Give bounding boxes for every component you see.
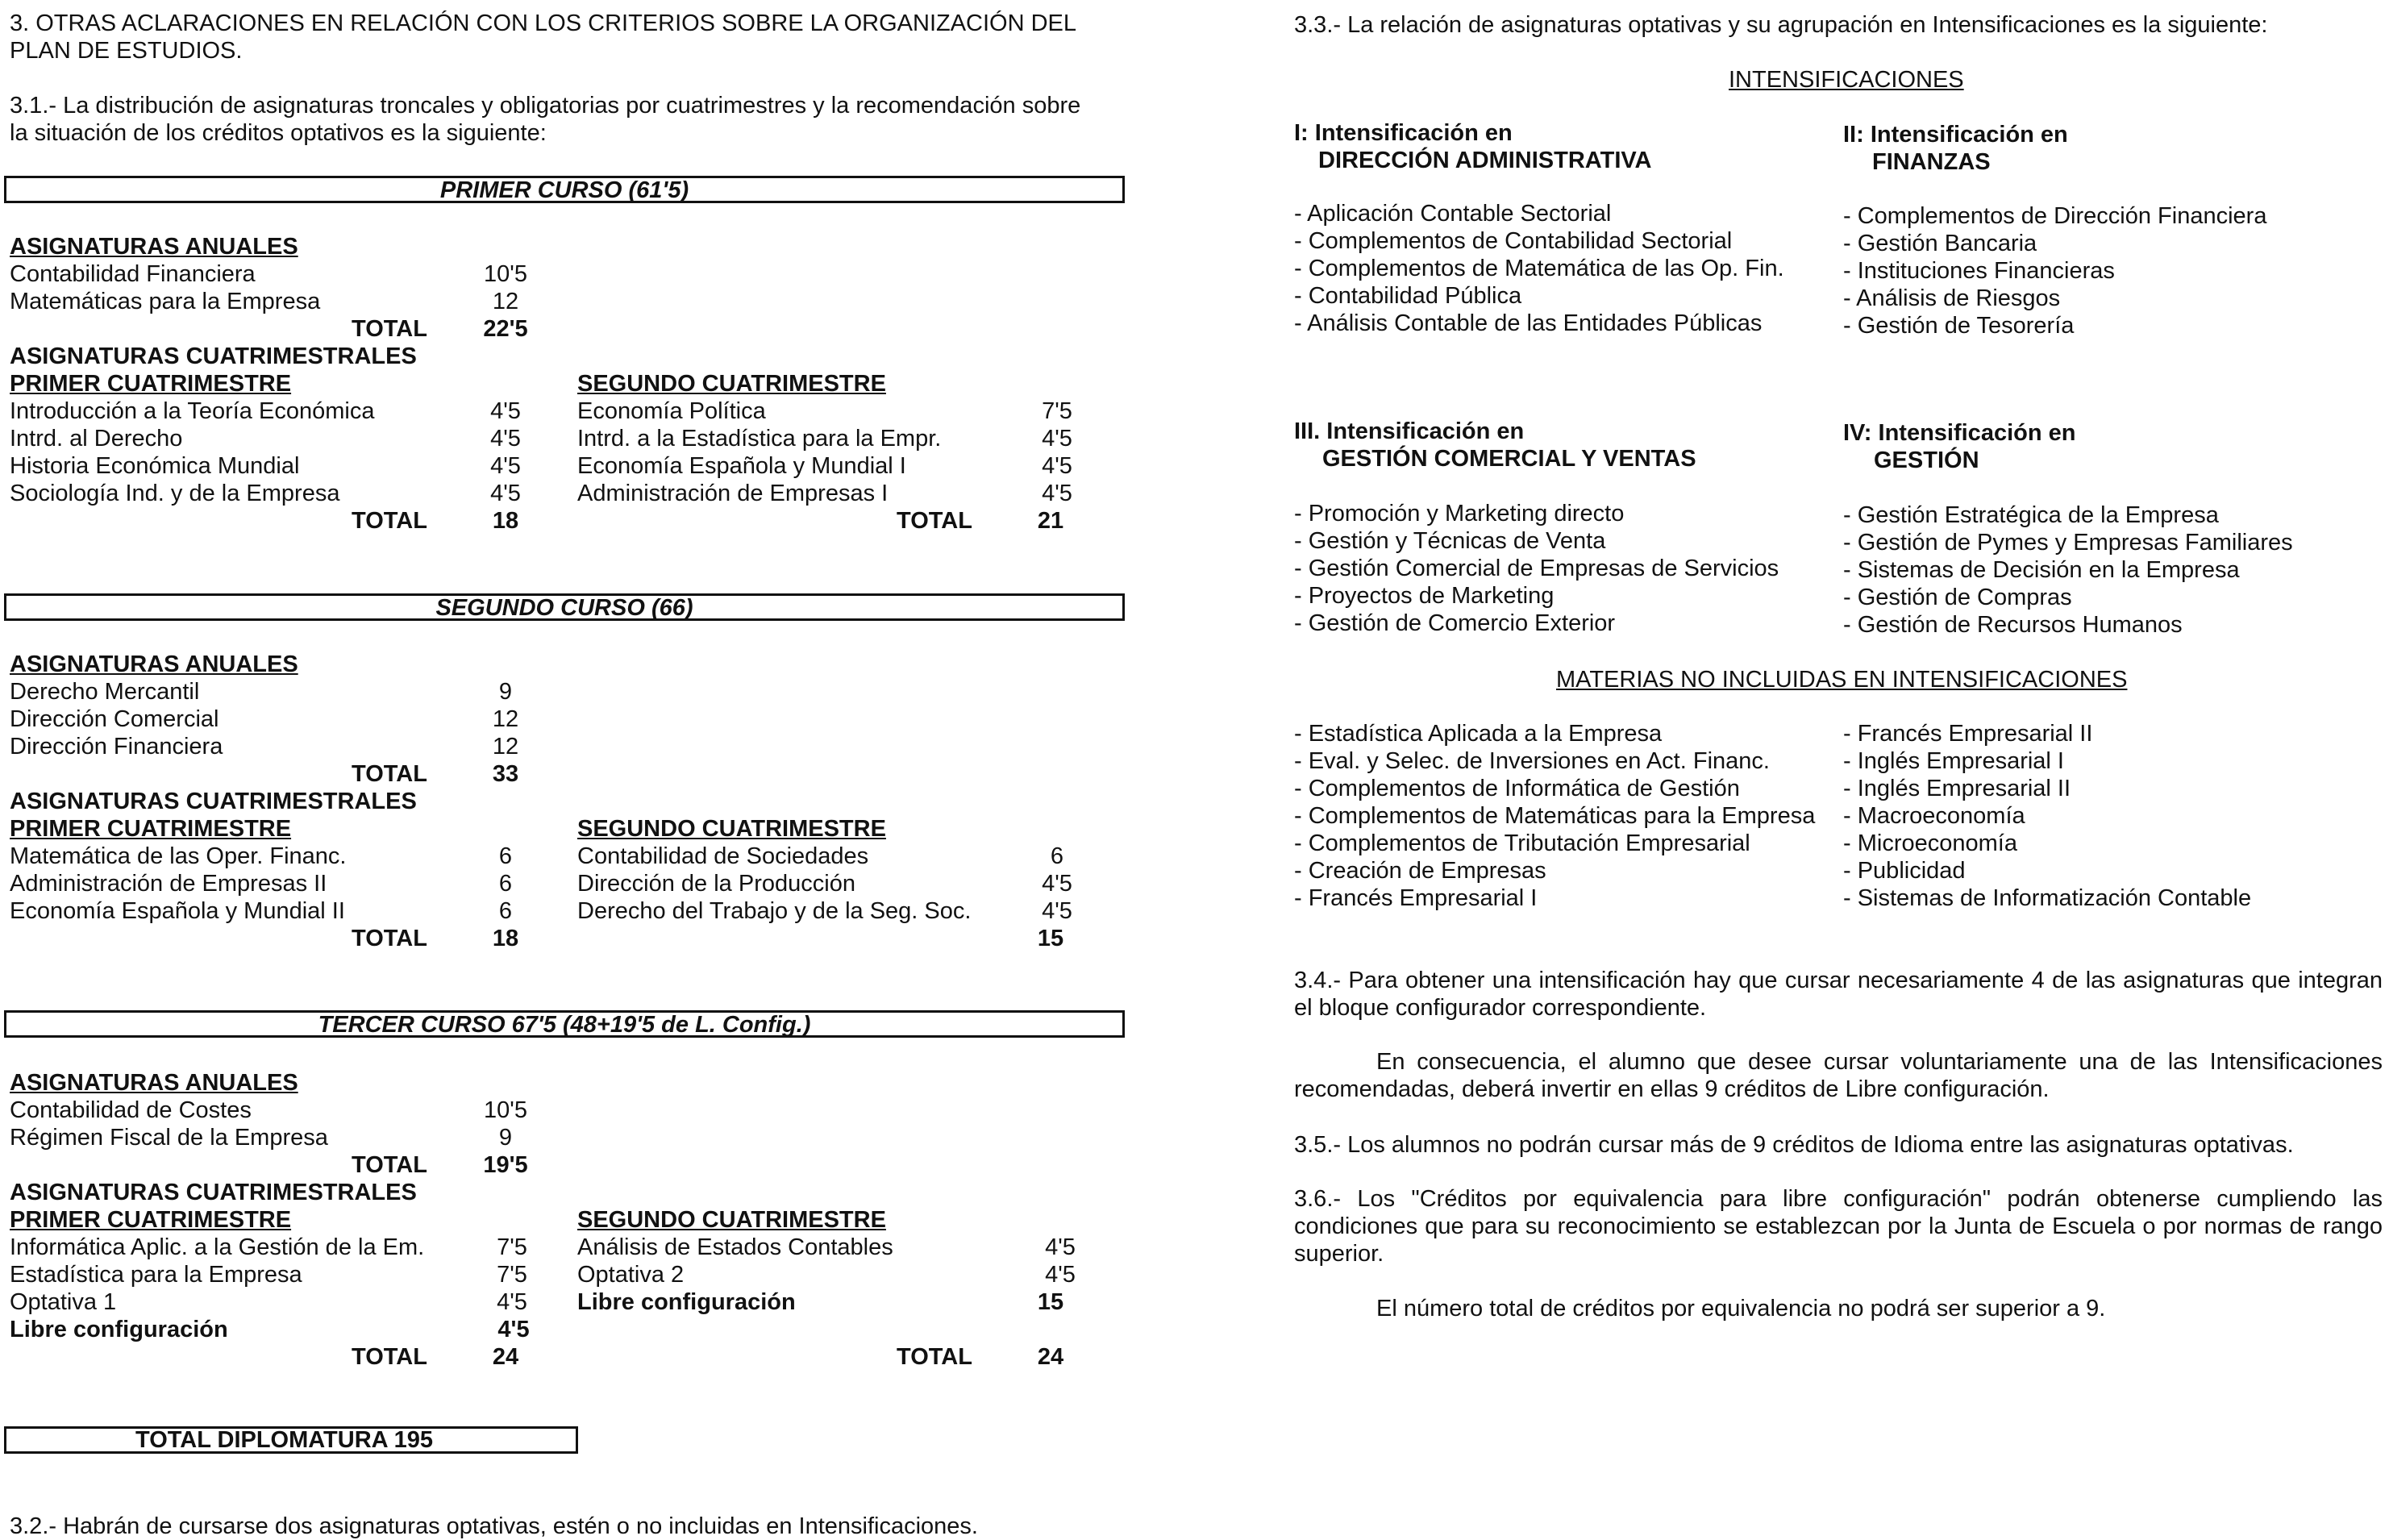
- primer-pc-credits: 4'5: [490, 398, 521, 424]
- materia-item: - Inglés Empresarial I: [1843, 748, 2064, 774]
- primer-anuales-label: ASIGNATURAS ANUALES: [10, 234, 298, 260]
- tercer-pc-name: Libre configuración: [10, 1317, 228, 1342]
- materia-item: - Francés Empresarial I: [1294, 885, 1538, 911]
- segundo-cuatri-label: ASIGNATURAS CUATRIMESTRALES: [10, 789, 417, 814]
- tercer-sc-name: Libre configuración: [577, 1289, 796, 1315]
- primer-pc-credits: 4'5: [490, 426, 521, 452]
- tercer-anual-credits: 10'5: [484, 1097, 527, 1123]
- tercer-pc-total-label: TOTAL: [352, 1344, 427, 1370]
- primer-pc-name: Intrd. al Derecho: [10, 426, 183, 452]
- segundo-pc-name: Administración de Empresas II: [10, 871, 327, 897]
- intens-2-heading1: II: Intensificación en: [1843, 122, 2068, 148]
- intens-4-list: [1843, 502, 2293, 639]
- intens-1-item: - Contabilidad Pública: [1294, 283, 1522, 309]
- p33: 3.3.- La relación de asignaturas optativas y su agrupación en Intensificaciones es la siguiente:: [1294, 12, 2268, 38]
- intens-2-heading2: FINANZAS: [1872, 149, 1991, 175]
- primer-sc-total-label: TOTAL: [897, 508, 972, 534]
- tercer-pc-credits: 7'5: [497, 1262, 527, 1288]
- intens-2-item: - Complementos de Dirección Financiera: [1843, 203, 2267, 229]
- intens-4-item: - Gestión Estratégica de la Empresa: [1843, 502, 2219, 528]
- segundo-curso-title: SEGUNDO CURSO (66): [435, 595, 693, 621]
- primer-anual-name: Matemáticas para la Empresa: [10, 289, 321, 314]
- p31-line1: 3.1.- La distribución de asignaturas troncales y obligatorias por cuatrimestres y la recomendación sobre: [10, 93, 1081, 119]
- tercer-anuales-label: ASIGNATURAS ANUALES: [10, 1070, 298, 1096]
- tercer-sc-credits: 4'5: [1045, 1234, 1076, 1260]
- primer-sc-credits: 4'5: [1042, 481, 1072, 506]
- segundo-pc-name: Economía Española y Mundial II: [10, 898, 345, 924]
- tercer-anual-name: Contabilidad de Costes: [10, 1097, 252, 1123]
- primer-pc-credits: 4'5: [490, 481, 521, 506]
- tercer-pc-credits: 7'5: [497, 1234, 527, 1260]
- primer-sc-name: Economía Política: [577, 398, 766, 424]
- materia-item: - Complementos de Tributación Empresarial: [1294, 830, 1750, 856]
- intens-4-item: - Gestión de Pymes y Empresas Familiares: [1843, 530, 2293, 556]
- tercer-pc-credits: 4'5: [497, 1289, 527, 1315]
- intens-1-item: - Análisis Contable de las Entidades Públicas: [1294, 310, 1763, 336]
- primer-sc-name: Administración de Empresas I: [577, 481, 889, 506]
- materias-right-list: [1843, 720, 2251, 912]
- intens-1-heading1: I: Intensificación en: [1294, 120, 1513, 146]
- materia-item: - Microeconomía: [1843, 830, 2017, 856]
- materia-item: - Macroeconomía: [1843, 803, 2025, 829]
- section-heading-line2: PLAN DE ESTUDIOS.: [10, 38, 243, 64]
- primer-pc-total: 18: [492, 508, 519, 534]
- tercer-curso-title: TERCER CURSO 67'5 (48+19'5 de L. Config.): [318, 1012, 811, 1038]
- primer-primer-cuatri-label: PRIMER CUATRIMESTRE: [10, 371, 292, 397]
- primer-pc-credits: 4'5: [490, 453, 521, 479]
- segundo-curso-box: [4, 593, 1125, 621]
- intens-3-heading1: III. Intensificación en: [1294, 418, 1525, 444]
- segundo-anual-name: Dirección Comercial: [10, 706, 219, 732]
- primer-sc-total: 21: [1037, 508, 1064, 534]
- primer-anual-name: Contabilidad Financiera: [10, 261, 256, 287]
- intens-3-item: - Promoción y Marketing directo: [1294, 501, 1625, 527]
- intens-3-list: [1294, 500, 1779, 637]
- primer-sc-name: Intrd. a la Estadística para la Empr.: [577, 426, 942, 452]
- segundo-sc-credits: 4'5: [1042, 871, 1072, 897]
- tercer-sc-name: Optativa 2: [577, 1262, 685, 1288]
- intens-3-item: - Gestión Comercial de Empresas de Servicios: [1294, 556, 1779, 581]
- intens-3-item: - Proyectos de Marketing: [1294, 583, 1555, 609]
- materia-item: - Inglés Empresarial II: [1843, 776, 2071, 801]
- materia-item: - Eval. y Selec. de Inversiones en Act. Financ.: [1294, 748, 1770, 774]
- intens-1-list: [1294, 200, 1784, 337]
- materia-item: - Francés Empresarial II: [1843, 721, 2093, 747]
- intens-3-item: - Gestión de Comercio Exterior: [1294, 610, 1616, 636]
- intens-2-item: - Análisis de Riesgos: [1843, 285, 2061, 311]
- segundo-pc-total: 18: [492, 926, 519, 951]
- materia-item: - Estadística Aplicada a la Empresa: [1294, 721, 1663, 747]
- segundo-anual-name: Dirección Financiera: [10, 734, 223, 760]
- tercer-anuales-total: 19'5: [483, 1152, 528, 1178]
- intens-1-item: - Aplicación Contable Sectorial: [1294, 201, 1612, 227]
- primer-curso-title: PRIMER CURSO (61'5): [439, 177, 689, 203]
- p31-line2: la situación de los créditos optativos es la siguiente:: [10, 120, 547, 146]
- primer-sc-credits: 4'5: [1042, 453, 1072, 479]
- primer-pc-total-label: TOTAL: [352, 508, 427, 534]
- materia-item: - Creación de Empresas: [1294, 858, 1546, 884]
- tercer-pc-name: Informática Aplic. a la Gestión de la Em.: [10, 1234, 425, 1260]
- tercer-sc-total: 24: [1037, 1344, 1064, 1370]
- p34b: En consecuencia, el alumno que desee cursar voluntariamente una de las Intensificaciones recomendadas, deberá invertir en ellas 9 créditos de Libre configuración.: [1294, 1049, 2383, 1102]
- p36: 3.6.- Los "Créditos por equivalencia para libre configuración" podrán obtenerse cumpliendo las condiciones que para su reconocimiento se establezcan por la Junta de Escuela o por normas de rango superior.: [1294, 1186, 2383, 1267]
- primer-cuatri-label: ASIGNATURAS CUATRIMESTRALES: [10, 343, 417, 369]
- tercer-primer-cuatri-label: PRIMER CUATRIMESTRE: [10, 1207, 292, 1233]
- primer-pc-name: Historia Económica Mundial: [10, 453, 300, 479]
- segundo-segundo-cuatri-label: SEGUNDO CUATRIMESTRE: [577, 816, 886, 842]
- intens-2-list: [1843, 202, 2266, 339]
- p35: 3.5.- Los alumnos no podrán cursar más de 9 créditos de Idioma entre las asignaturas optativas.: [1294, 1132, 2294, 1158]
- tercer-cuatri-label: ASIGNATURAS CUATRIMESTRALES: [10, 1180, 417, 1205]
- intens-4-heading1: IV: Intensificación en: [1843, 420, 2076, 446]
- segundo-anuales-label: ASIGNATURAS ANUALES: [10, 651, 298, 677]
- tercer-pc-credits: 4'5: [497, 1317, 530, 1342]
- intens-4-item: - Gestión de Recursos Humanos: [1843, 612, 2183, 638]
- primer-sc-name: Economía Española y Mundial I: [577, 453, 906, 479]
- materia-item: - Complementos de Matemáticas para la Empresa: [1294, 803, 1816, 829]
- p34: 3.4.- Para obtener una intensificación hay que cursar necesariamente 4 de las asignaturas que integran el bloque configurador correspondiente.: [1294, 968, 2383, 1021]
- p36b: El número total de créditos por equivalencia no podrá ser superior a 9.: [1376, 1296, 2106, 1321]
- materia-item: - Complementos de Informática de Gestión: [1294, 776, 1740, 801]
- tercer-segundo-cuatri-label: SEGUNDO CUATRIMESTRE: [577, 1207, 886, 1233]
- tercer-sc-total-label: TOTAL: [897, 1344, 972, 1370]
- intens-2-item: - Gestión de Tesorería: [1843, 313, 2075, 339]
- materias-title: MATERIAS NO INCLUIDAS EN INTENSIFICACIONES: [1556, 667, 2128, 693]
- intens-2-item: - Instituciones Financieras: [1843, 258, 2115, 284]
- segundo-sc-name: Dirección de la Producción: [577, 871, 855, 897]
- segundo-pc-name: Matemática de las Oper. Financ.: [10, 843, 347, 869]
- intens-3-item: - Gestión y Técnicas de Venta: [1294, 528, 1606, 554]
- intensificaciones-title: INTENSIFICACIONES: [1729, 67, 1964, 93]
- primer-sc-credits: 4'5: [1042, 426, 1072, 452]
- total-diplomatura-box: [4, 1426, 578, 1454]
- tercer-sc-credits: 4'5: [1045, 1262, 1076, 1288]
- segundo-anual-credits: 9: [498, 679, 513, 705]
- intens-2-item: - Gestión Bancaria: [1843, 231, 2037, 256]
- tercer-pc-name: Estadística para la Empresa: [10, 1262, 302, 1288]
- tercer-pc-name: Optativa 1: [10, 1289, 117, 1315]
- segundo-sc-total: 15: [1037, 926, 1064, 951]
- segundo-anual-credits: 12: [492, 734, 519, 760]
- materia-item: - Sistemas de Informatización Contable: [1843, 885, 2252, 911]
- tercer-anual-name: Régimen Fiscal de la Empresa: [10, 1125, 328, 1151]
- total-diplomatura: TOTAL DIPLOMATURA 195: [135, 1427, 433, 1453]
- primer-curso-box: [4, 176, 1125, 203]
- segundo-anuales-total: 33: [492, 761, 519, 787]
- tercer-curso-box: [4, 1010, 1125, 1038]
- primer-anuales-total: 22'5: [483, 316, 528, 342]
- segundo-pc-credits: 6: [498, 871, 513, 897]
- primer-sc-credits: 7'5: [1042, 398, 1072, 424]
- segundo-anuales-total-label: TOTAL: [352, 761, 427, 787]
- primer-pc-name: Sociología Ind. y de la Empresa: [10, 481, 340, 506]
- segundo-anual-name: Derecho Mercantil: [10, 679, 200, 705]
- tercer-anuales-total-label: TOTAL: [352, 1152, 427, 1178]
- p32: 3.2.- Habrán de cursarse dos asignaturas optativas, estén o no incluidas en Intensificaciones.: [10, 1513, 978, 1539]
- segundo-primer-cuatri-label: PRIMER CUATRIMESTRE: [10, 816, 292, 842]
- segundo-pc-credits: 6: [498, 843, 513, 869]
- section-heading-line1: 3. OTRAS ACLARACIONES EN RELACIÓN CON LOS CRITERIOS SOBRE LA ORGANIZACIÓN DEL: [10, 10, 1077, 36]
- primer-anual-credits: 10'5: [484, 261, 527, 287]
- segundo-anual-credits: 12: [492, 706, 519, 732]
- tercer-sc-name: Análisis de Estados Contables: [577, 1234, 893, 1260]
- materias-left-list: [1294, 720, 1815, 912]
- primer-anual-credits: 12: [492, 289, 519, 314]
- primer-anuales-total-label: TOTAL: [352, 316, 427, 342]
- segundo-pc-credits: 6: [498, 898, 513, 924]
- segundo-pc-total-label: TOTAL: [352, 926, 427, 951]
- segundo-sc-name: Derecho del Trabajo y de la Seg. Soc.: [577, 898, 972, 924]
- segundo-sc-credits: 6: [1050, 843, 1064, 869]
- intens-3-heading2: GESTIÓN COMERCIAL Y VENTAS: [1322, 446, 1696, 472]
- materia-item: - Publicidad: [1843, 858, 1966, 884]
- intens-4-item: - Gestión de Compras: [1843, 585, 2072, 610]
- tercer-anual-credits: 9: [498, 1125, 513, 1151]
- segundo-sc-name: Contabilidad de Sociedades: [577, 843, 869, 869]
- tercer-pc-total: 24: [492, 1344, 519, 1370]
- intens-1-item: - Complementos de Matemática de las Op. Fin.: [1294, 256, 1784, 281]
- intens-4-item: - Sistemas de Decisión en la Empresa: [1843, 557, 2240, 583]
- intens-4-heading2: GESTIÓN: [1874, 447, 1979, 473]
- intens-1-heading2: DIRECCIÓN ADMINISTRATIVA: [1318, 148, 1652, 173]
- segundo-sc-credits: 4'5: [1042, 898, 1072, 924]
- tercer-sc-credits: 15: [1037, 1289, 1064, 1315]
- primer-segundo-cuatri-label: SEGUNDO CUATRIMESTRE: [577, 371, 886, 397]
- primer-pc-name: Introducción a la Teoría Económica: [10, 398, 375, 424]
- intens-1-item: - Complementos de Contabilidad Sectorial: [1294, 228, 1733, 254]
